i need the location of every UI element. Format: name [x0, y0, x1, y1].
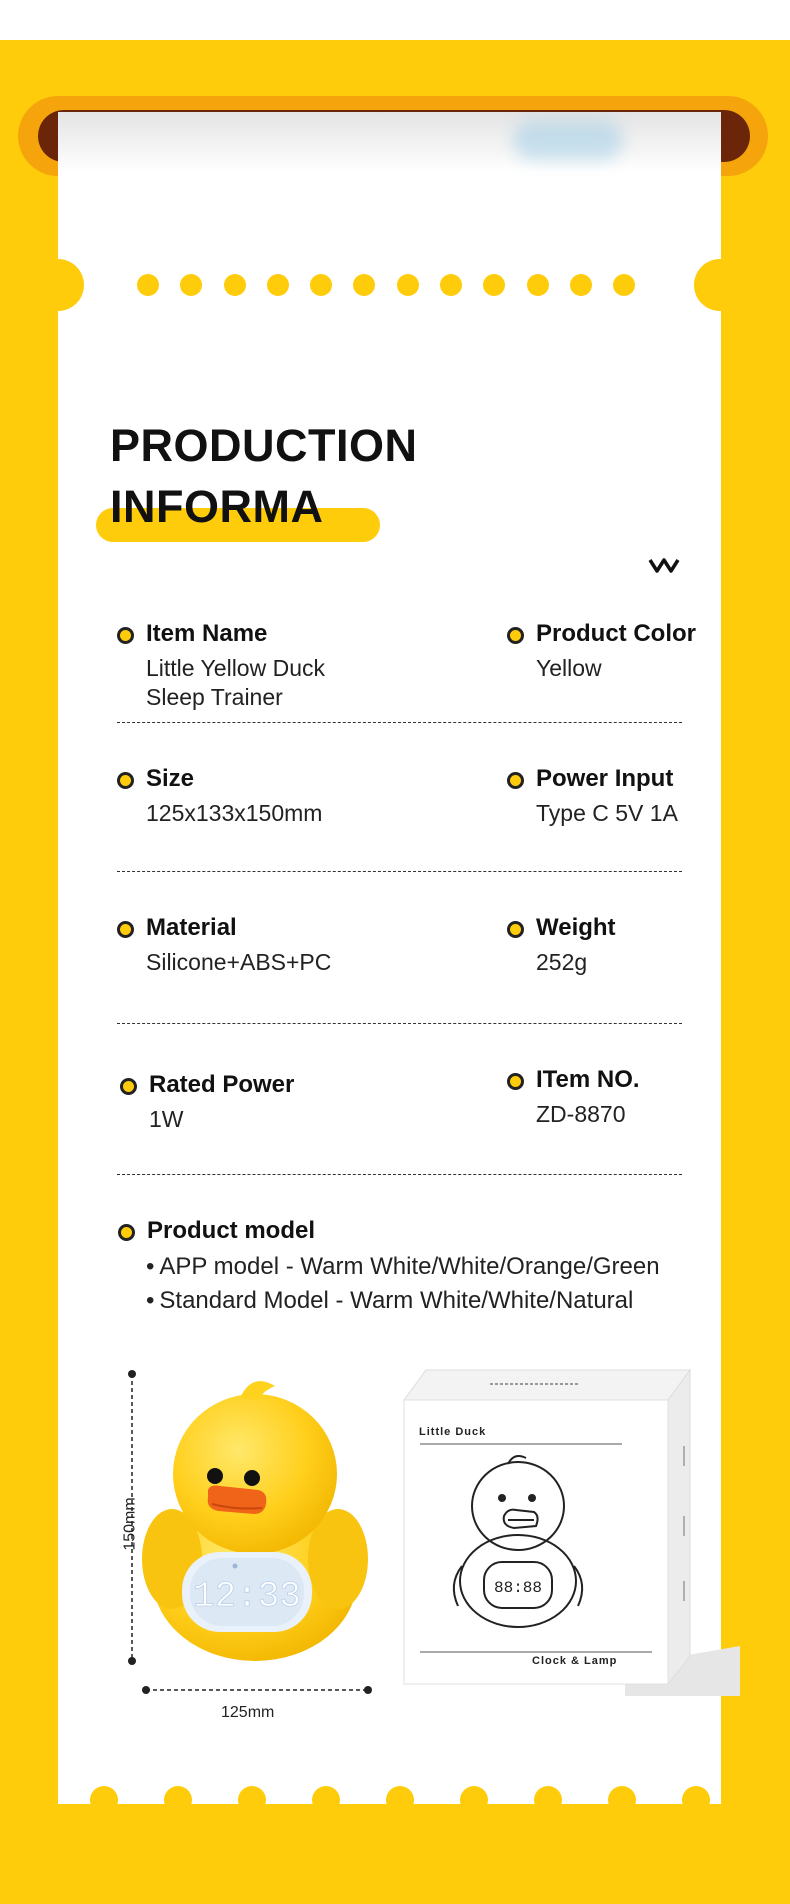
bullet-icon	[120, 1078, 137, 1095]
bullet-icon	[118, 1224, 135, 1241]
divider	[117, 1023, 682, 1024]
dot	[570, 274, 592, 296]
bottom-dot-row	[90, 1786, 784, 1814]
dot	[353, 274, 375, 296]
width-label: 125mm	[221, 1704, 275, 1721]
spec-value: 125x133x150mm	[146, 800, 323, 826]
dot	[224, 274, 246, 296]
divider	[117, 722, 682, 723]
dot	[238, 1786, 266, 1814]
clock-display: 12:33	[192, 1576, 302, 1617]
spec-value: Type C 5V 1A	[536, 800, 678, 826]
list-item: • Standard Model - Warm White/White/Natural	[146, 1284, 660, 1318]
bullet-icon	[507, 1073, 524, 1090]
spec-label: ITem NO.	[536, 1066, 640, 1093]
spec-label: Product Color	[536, 620, 696, 647]
divider	[117, 1174, 682, 1175]
blurred-decoration	[513, 120, 623, 160]
spec-value: Yellow	[536, 655, 602, 681]
spec-value: 252g	[536, 949, 588, 975]
list-item: • APP model - Warm White/White/Orange/Green	[146, 1250, 660, 1284]
spec-label: Rated Power	[149, 1071, 295, 1098]
spec-label: Power Input	[536, 765, 674, 792]
dot	[137, 274, 159, 296]
dot	[608, 1786, 636, 1814]
spec-label: Material	[146, 914, 237, 941]
spec-label: Size	[146, 765, 195, 792]
dot	[756, 1786, 784, 1814]
bullet-icon	[507, 772, 524, 789]
dot	[613, 274, 635, 296]
model-list	[146, 1250, 660, 1318]
bullet-icon	[507, 627, 524, 644]
packaging-box-image	[400, 1366, 740, 1696]
box-label-bottom: Clock & Lamp	[532, 1655, 618, 1667]
dot	[440, 274, 462, 296]
spec-value: Little Yellow Duck Sleep Trainer	[146, 655, 325, 710]
zigzag-icon	[648, 556, 684, 574]
dot	[534, 1786, 562, 1814]
spec-label: Weight	[536, 914, 616, 941]
bullet-icon	[117, 772, 134, 789]
spec-value: Silicone+ABS+PC	[146, 949, 332, 975]
spec-value: 1W	[149, 1106, 184, 1132]
dot	[312, 1786, 340, 1814]
box-clock-display: 88:88	[493, 1579, 543, 1597]
ticket-notch-right	[694, 259, 746, 311]
bullet-icon	[507, 921, 524, 938]
page-title-line1: PRODUCTION	[110, 420, 418, 471]
dot	[483, 274, 505, 296]
dot	[460, 1786, 488, 1814]
box-label-top: Little Duck	[419, 1426, 487, 1438]
dot	[90, 1786, 118, 1814]
dot	[386, 1786, 414, 1814]
divider	[117, 871, 682, 872]
spec-value: ZD-8870	[536, 1101, 626, 1127]
bullet-icon	[117, 627, 134, 644]
dot	[397, 274, 419, 296]
dot	[310, 274, 332, 296]
top-dot-row	[137, 274, 635, 296]
dot	[180, 274, 202, 296]
spec-label: Item Name	[146, 620, 268, 647]
spec-label: Product model	[147, 1217, 316, 1244]
dot	[527, 274, 549, 296]
dot	[164, 1786, 192, 1814]
height-label: 150mm	[121, 1497, 139, 1551]
ticket-notch-left	[32, 259, 84, 311]
bullet-icon	[117, 921, 134, 938]
dot	[267, 274, 289, 296]
page-title-line2: INFORMA	[110, 481, 324, 532]
duck-clock-image	[140, 1374, 370, 1664]
dot	[682, 1786, 710, 1814]
